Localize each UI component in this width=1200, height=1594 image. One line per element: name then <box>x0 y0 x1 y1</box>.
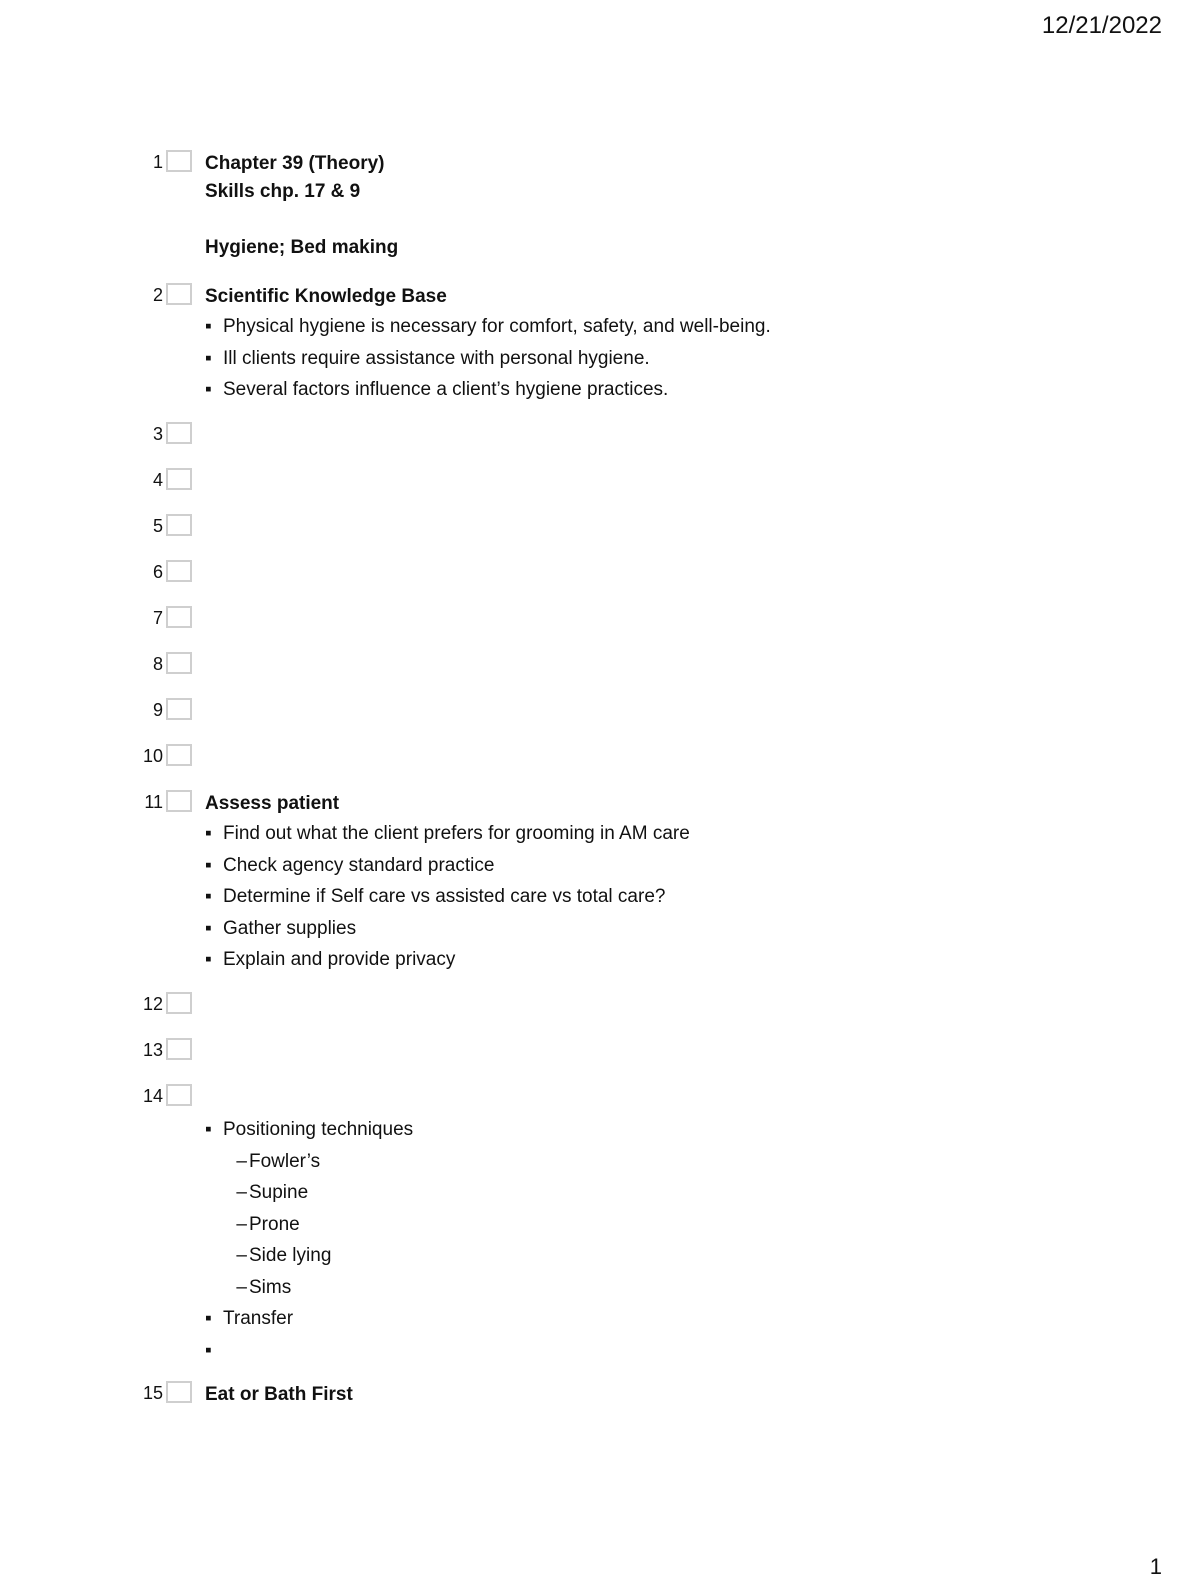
list-item <box>205 1335 413 1367</box>
bullet-list <box>205 311 771 406</box>
slide-title: Assess patient <box>205 793 340 814</box>
slide-thumbnail[interactable] <box>166 1381 192 1403</box>
slide-thumbnail[interactable] <box>166 698 192 720</box>
slide-number: 8 <box>152 654 163 674</box>
slide-number: 14 <box>142 1086 163 1106</box>
slide-thumbnail[interactable] <box>166 606 192 628</box>
sub-list-item: – Supine <box>205 1177 413 1209</box>
dash-icon: – <box>236 1150 247 1172</box>
slide-number: 12 <box>142 994 163 1014</box>
dash-icon: – <box>236 1213 247 1235</box>
list-item: ▪ Explain and provide privacy <box>205 944 690 976</box>
print-date: 12/21/2022 <box>1041 12 1162 39</box>
slide-thumbnail[interactable] <box>166 560 192 582</box>
sub-list-item: – Side lying <box>205 1240 413 1272</box>
bullet-icon: ▪ <box>205 917 212 939</box>
slide-title: Eat or Bath First <box>205 1384 353 1405</box>
slide-number: 15 <box>142 1383 163 1403</box>
slide-number: 10 <box>142 746 163 766</box>
bullet-icon: ▪ <box>205 854 212 876</box>
slide-number: 6 <box>152 562 163 582</box>
slide-thumbnail[interactable] <box>166 652 192 674</box>
bullet-list <box>205 818 690 976</box>
sub-list-item: – Prone <box>205 1209 413 1241</box>
sub-list-item: – Sims <box>205 1272 413 1304</box>
bullet-icon: ▪ <box>205 949 212 970</box>
list-item: ▪ Ill clients require assistance with personal hygiene. <box>205 343 771 375</box>
slide-thumbnail[interactable] <box>166 422 192 444</box>
slide-thumbnail[interactable] <box>166 150 192 172</box>
title-line: Chapter 39 (Theory) <box>205 153 385 174</box>
bullet-icon: ▪ <box>205 1119 212 1140</box>
title-line: Skills chp. 17 & 9 <box>205 181 361 202</box>
slide-number: 7 <box>152 608 163 628</box>
slide-title <box>205 150 398 262</box>
bullet-icon: ▪ <box>205 1339 212 1361</box>
slide-number: 1 <box>152 152 163 172</box>
slide-number: 9 <box>152 700 163 720</box>
bullet-icon: ▪ <box>205 1308 212 1329</box>
dash-icon: – <box>236 1276 247 1298</box>
slide-number: 13 <box>142 1040 163 1060</box>
slide-thumbnail[interactable] <box>166 992 192 1014</box>
slide-thumbnail[interactable] <box>166 1084 192 1106</box>
bullet-icon: ▪ <box>205 379 212 400</box>
title-spacer <box>205 206 398 234</box>
slide-number: 11 <box>144 792 163 812</box>
slide-number: 3 <box>152 424 163 444</box>
slide-thumbnail[interactable] <box>166 468 192 490</box>
list-item: ▪ Physical hygiene is necessary for comfort, safety, and well-being. <box>205 311 771 343</box>
sub-list-item: – Fowler’s <box>205 1146 413 1178</box>
bullet-icon: ▪ <box>205 316 212 337</box>
slide-thumbnail[interactable] <box>166 744 192 766</box>
dash-icon: – <box>236 1245 247 1266</box>
list-item: ▪ Check agency standard practice <box>205 850 690 882</box>
bullet-icon: ▪ <box>205 347 212 369</box>
slide-thumbnail[interactable] <box>166 514 192 536</box>
list-item: ▪ Determine if Self care vs assisted care vs total care? <box>205 881 690 913</box>
list-item: ▪ Gather supplies <box>205 913 690 945</box>
bullet-icon: ▪ <box>205 823 212 844</box>
bullet-icon: ▪ <box>205 886 212 907</box>
slide-number: 4 <box>152 470 163 490</box>
slide-thumbnail[interactable] <box>166 1038 192 1060</box>
list-item: ▪ Several factors influence a client’s hygiene practices. <box>205 374 771 406</box>
slide-number: 5 <box>152 516 163 536</box>
list-item: ▪ Positioning techniques <box>205 1114 413 1146</box>
title-line: Hygiene; Bed making <box>205 237 399 258</box>
list-item: ▪ Find out what the client prefers for grooming in AM care <box>205 818 690 850</box>
bullet-list <box>205 1114 413 1366</box>
slide-number: 2 <box>152 285 163 305</box>
slide-thumbnail[interactable] <box>166 283 192 305</box>
list-item: ▪ Transfer <box>205 1303 413 1335</box>
page-number: 1 <box>1149 1554 1162 1579</box>
slide-title: Scientific Knowledge Base <box>205 286 447 307</box>
dash-icon: – <box>236 1182 247 1203</box>
slide-thumbnail[interactable] <box>166 790 192 812</box>
